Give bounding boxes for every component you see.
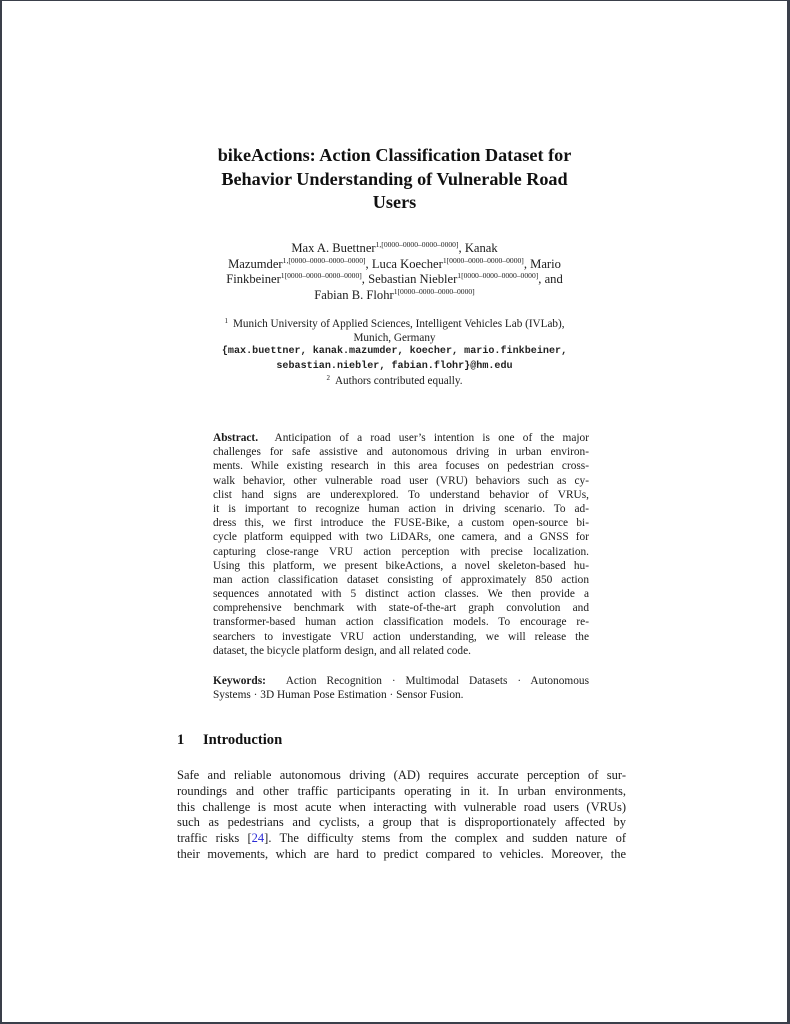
affiliation-line: Munich, Germany [353,332,436,345]
body-text: traffic risks [ [177,831,252,846]
affiliation-line: Munich University of Applied Sciences, Intelligent Vehicles Lab (IVLab), [232,318,565,330]
body-line: Safe and reliable autonomous driving (AD) requires accurate perception of sur- [177,768,626,782]
author-name: Fabian B. Flohr [314,287,394,302]
body-text: ]. The difficulty stems from the complex and sudden nature of [264,831,626,846]
author-conjunction: and [544,272,563,286]
section-heading [177,732,282,749]
abstract-line: cycle platform equipped with two LiDARs, one camera, and a GNSS for [213,531,589,544]
author-name: Finkbeiner [226,272,281,286]
author-affiliation-marker: 1[0000–0000–0000–0000] [442,255,524,265]
email-line: sebastian.niebler, fabian.flohr}@hm.edu [276,360,513,372]
abstract-line: sequences annotated with 5 distinct action classes. We then provide a [213,588,589,601]
author-name: Max A. Buettner [291,241,376,255]
author-affiliation-marker: 1,[0000–0000–0000–0000] [282,255,366,265]
body-line: this challenge is most acute when interacting with vulnerable road users (VRUs) [177,799,626,814]
author-name: Luca Koecher [371,256,443,271]
introduction-text [177,768,626,863]
abstract-line: Anticipation of a road user’s intention is one of the major [274,432,590,444]
keywords-label: Keywords: [213,675,266,687]
abstract-line: man action classification dataset consisting of approximately 850 action [213,573,589,586]
abstract-line: ments. While existing research in this area focuses on pedestrian cross- [213,460,589,473]
abstract-line: clist hand signs are underexplored. To understand behavior of VRUs, [213,488,589,501]
body-line: roundings and other traffic participants operating in it. In urban environments, [177,783,626,798]
abstract-line: dataset, the bicycle platform design, and all related code. [213,644,471,657]
author-list: Max A. Buettner$^{1,[0000-0000-0000-0000]}$, Kanak Mazumder$^{1,[0000-0000-0000-0000]}$, Luca Koecher$^{1[0000-0000-0000-0000]}$, Mario Finkbeiner$^{1[0000-0000-0000-0000]}$, Sebastian Niebler$^{1[0000-0000-0000-0000]}$, and Fabian B. Flohr$^{1[0000-0000-0000-0000]}$ [226,240,563,302]
author-affiliation-marker: 1[0000–0000–0000–0000] [393,286,475,296]
abstract-line: comprehensive benchmark with state-of-the-art graph convolution and [213,602,589,615]
affiliation-marker: 1 [224,317,228,325]
paper-title [2,144,787,215]
abstract-line: challenges for safe assistive and autonomous driving in urban environ- [213,446,589,459]
email-line: {max.buettner, kanak.mazumder, koecher, mario.finkbeiner, [221,346,568,358]
author-affiliation-marker: 1[0000–0000–0000–0000] [280,271,362,280]
abstract-label: Abstract. [213,432,259,444]
footnote-marker: 2 [326,373,330,382]
title-line: Behavior Understanding of Vulnerable Road [221,168,568,189]
abstract-line: dress this, we first introduce the FUSE-Bike, a custom open-source bi- [213,517,589,530]
keywords [213,674,589,702]
author-name: Mazumder [228,256,283,271]
abstract-line: transformer-based human action classification models. To encourage re- [213,616,589,629]
abstract-line: it is important to recognize human action in driving scenario. To ad- [213,502,589,515]
author-name: Mario [530,256,561,271]
body-line: such as pedestrians and cyclists, a group that is disproportionately affected by [177,815,626,830]
author-name: Sebastian Niebler [368,272,458,286]
abstract-line: searchers to investigate VRU action understanding, we will release the [213,630,589,643]
keywords-line: Action Recognition · Multimodal Datasets · Autonomous [285,675,589,687]
citation-link[interactable]: 24 [251,831,265,846]
section-number: 1 [177,732,185,748]
body-line: their movements, which are hard to predict compared to vehicles. Moreover, the [177,846,626,861]
title-line: Users [372,192,417,212]
keywords-line: Systems · 3D Human Pose Estimation · Sensor Fusion. [213,689,464,702]
affiliation-block [2,317,787,388]
author-affiliation-marker: 1[0000–0000–0000–0000] [457,271,539,280]
author-name: Kanak [464,241,498,255]
abstract-line: capturing close-range VRU action perception with precise localization. [213,545,589,558]
abstract-line: walk behavior, other vulnerable road user (VRU) behaviors such as cy- [213,474,589,487]
pdf-page [2,1,787,1022]
abstract [213,431,589,658]
body-line [177,831,626,847]
title-line: bikeActions: Action Classification Dataset for [217,145,572,165]
equal-contribution-note: Authors contributed equally. [334,374,463,387]
abstract-line: Using this platform, we present bikeActions, a novel skeleton-based hu- [213,559,589,572]
section-title: Introduction [203,732,283,748]
author-affiliation-marker: 1,[0000–0000–0000–0000] [375,240,459,249]
